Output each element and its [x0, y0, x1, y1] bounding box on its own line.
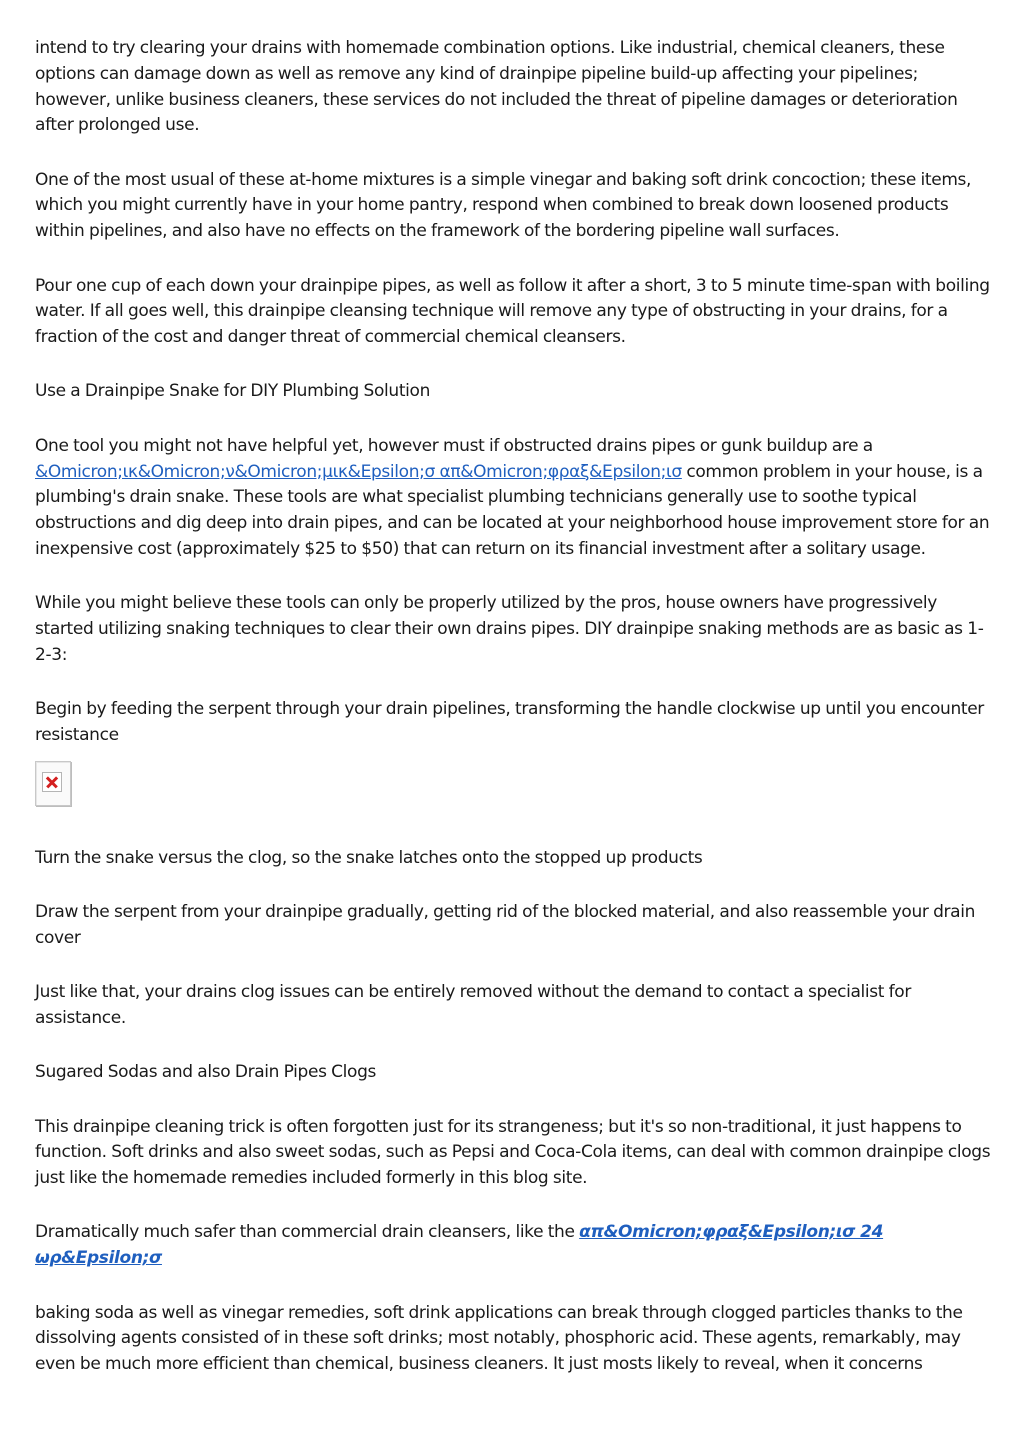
inline-link-drain-services[interactable]: &Omicron;ικ&Omicron;ν&Omicron;μικ&Epsilon;σ απ&Omicron;φραξ&Epsilon;ισ: [35, 461, 682, 482]
paragraph-just-like-that: Just like that, your drains clog issues can be entirely removed without the demand to contact a specialist for assistance.: [35, 982, 911, 1028]
inline-link-24-hour-service[interactable]: απ&Omicron;φραξ&Epsilon;ισ 24 ωρ&Epsilon;σ: [35, 1222, 884, 1269]
paragraph-step-draw: Draw the serpent from your drainpipe gradually, getting rid of the blocked material, and also reassemble your drain cover: [35, 902, 976, 948]
heading-drainpipe-snake: Use a Drainpipe Snake for DIY Plumbing Solution: [35, 381, 430, 402]
paragraph-text: Dramatically much safer than commercial drain cleansers, like the: [35, 1222, 580, 1243]
paragraph-pour-instructions: Pour one cup of each down your drainpipe pipes, as well as follow it after a short, 3 to 5 minute time-span with boiling water. If all goes well, this drainpipe cleansing technique will remove any type of obstructing in your drains, for a fraction of the cost and danger threat of commercial chemical cleansers.: [35, 275, 990, 348]
paragraph-homemade-options: intend to try clearing your drains with homemade combination options. Like industrial, chemical cleaners, these options can damage down as well as remove any kind of drainpipe pipeline build-up affecting your pipelines; however, unlike business cleaners, these services do not included the threat of pipeline damages or deterioration after prolonged use.: [35, 38, 958, 136]
heading-sugared-sodas: Sugared Sodas and also Drain Pipes Clogs: [35, 1062, 377, 1083]
paragraph-safer-than-commercial: [35, 1220, 995, 1272]
paragraph-baking-soda-remedies: baking soda as well as vinegar remedies, soft drink applications can break through clogged particles thanks to the dissolving agents consisted of in these soft drinks; most notably, phosphoric acid. These agents, remarkably, may even be much more efficient than chemical, business cleaners. It just mosts likely to reveal, when it concerns: [35, 1302, 963, 1375]
paragraph-text: One tool you might not have helpful yet, however must if obstructed drains pipes or gunk buildup are a: [35, 435, 873, 456]
paragraph-step-turn: Turn the snake versus the clog, so the snake latches onto the stopped up products: [35, 847, 703, 868]
paragraph-step-feed: Begin by feeding the serpent through your drain pipelines, transforming the handle clockwise up until you encounter resistance: [35, 699, 984, 745]
paragraph-soft-drinks: This drainpipe cleaning trick is often forgotten just for its strangeness; but it's so non-traditional, it just happens to function. Soft drinks and also sweet sodas, such as Pepsi and Coca-Cola items, can deal with common drainpipe clogs just like the homemade remedies included formerly in this blog site.: [35, 1116, 991, 1189]
paragraph-drain-snake-tool: [35, 434, 995, 563]
article-body: [35, 36, 995, 1406]
broken-image-icon: [42, 772, 62, 792]
paragraph-vinegar-baking-soda: One of the most usual of these at-home mixtures is a simple vinegar and baking soft drink concoction; these items, which you might currently have in your home pantry, respond when combined to break down loosened products within pipelines, and also have no effects on the framework of the bordering pipeline wall surfaces.: [35, 169, 972, 242]
paragraph-text: common problem in your house, is a plumbing's drain snake. These tools are what specialist plumbing technicians generally use to soothe typical obstructions and dig deep into drain pipes, and can be located at your neighborhood house improvement store for an inexpensive cost (approximately $25 to $50) that can return on its financial investment after a solitary usage.: [35, 461, 990, 559]
paragraph-diy-snaking: While you might believe these tools can only be properly utilized by the pros, house owners have progressively started utilizing snaking techniques to clear their own drains pipes. DIY drainpipe snaking methods are as basic as 1-2-3:: [35, 593, 984, 665]
broken-image: [35, 761, 71, 806]
